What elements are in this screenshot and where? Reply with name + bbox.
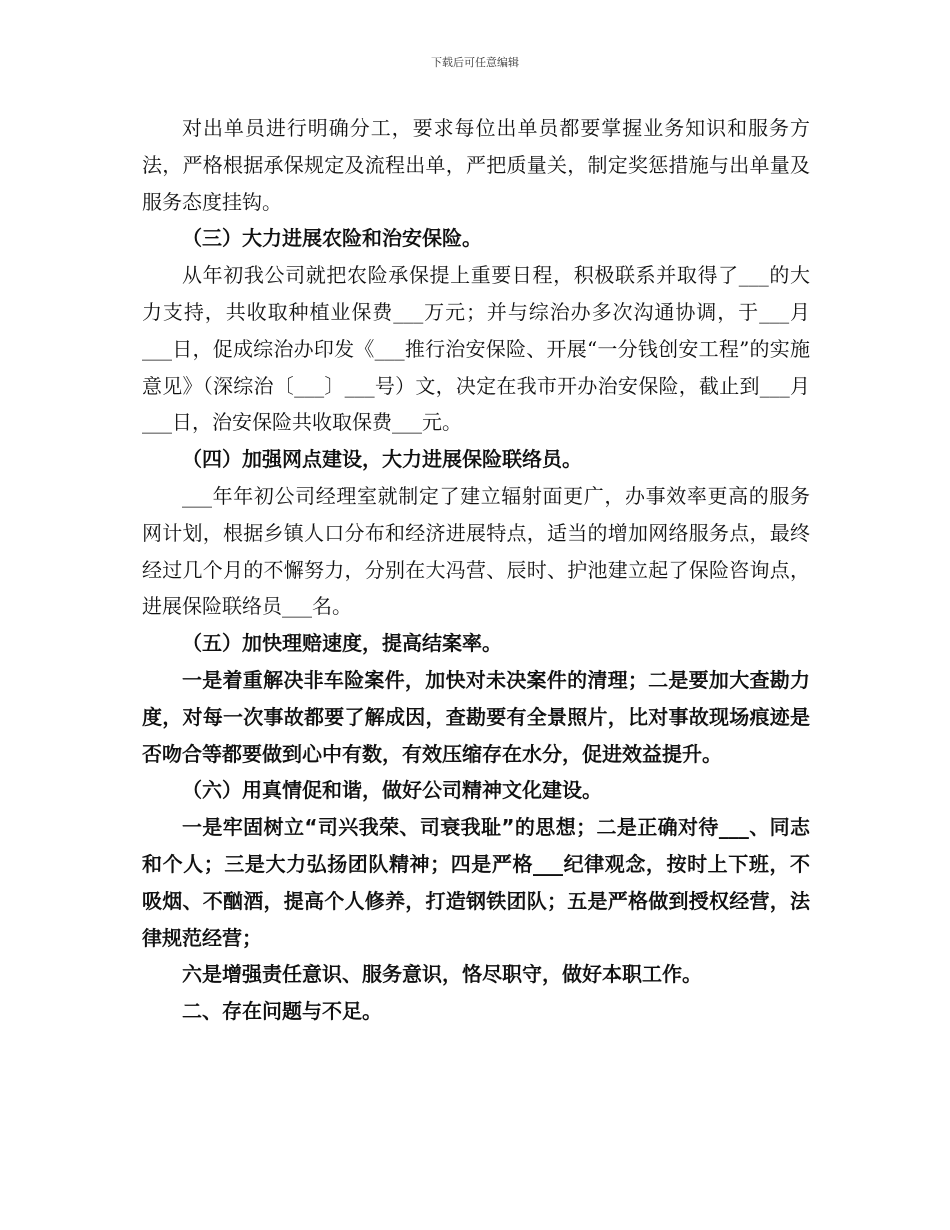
heading-problems: 二、存在问题与不足。 [182,999,382,1024]
page-header: 下载后可任意编辑 [431,56,519,69]
heading-section-6: （六）用真情促和谐，做好公司精神文化建设。 [182,778,602,803]
heading-section-4: （四）加强网点建设，大力进展保险联络员。 [182,447,582,472]
paragraph-agri-insurance: 从年初我公司就把农险承保提上重要日程，积极联系并取得了___的大力支持，共收取种植业保费___万元；并与综治办多次沟通协调，于___月___日，促成综治办印发《___推行治安保险、开展“一分钱创安工程”的实施意见》（深综治〔___〕___号）文，决定在我市开办治安保险，截止到___月___日，治安保险共收取保费___元。 [142,263,810,435]
document-body [142,110,810,1030]
paragraph-claims: 一是着重解决非车险案件，加快对未决案件的清理；二是要加大查勘力度，对每一次事故都要了解成因，查勘要有全景照片，比对事故现场痕迹是否吻合等都要做到心中有数，有效压缩存在水分，促进效益提升。 [142,667,810,766]
paragraph-assignment: 对出单员进行明确分工，要求每位出单员都要掌握业务知识和服务方法，严格根据承保规定及流程出单，严把质量关，制定奖惩措施与出单量及服务态度挂钩。 [142,116,810,214]
paragraph-responsibility: 六是增强责任意识、服务意识，恪尽职守，做好本职工作。 [182,962,702,987]
paragraph-network: ___年年初公司经理室就制定了建立辐射面更广，办事效率更高的服务网计划，根据乡镇人口分布和经济进展特点，适当的增加网络服务点，最终经过几个月的不懈努力，分别在大冯营、辰时、护池建立起了保险咨询点，进展保险联络员___名。 [142,483,810,619]
paragraph-culture: 一是牢固树立“司兴我荣、司衰我耻”的思想；二是正确对待___、同志和个人；三是大力弘扬团队精神；四是严格___纪律观念，按时上下班，不吸烟、不酗酒，提高个人修养，打造钢铁团队；五是严格做到授权经营，法律规范经营； [142,815,810,950]
heading-section-3: （三）大力进展农险和治安保险。 [182,226,482,251]
heading-section-5: （五）加快理赔速度，提高结案率。 [182,631,502,656]
